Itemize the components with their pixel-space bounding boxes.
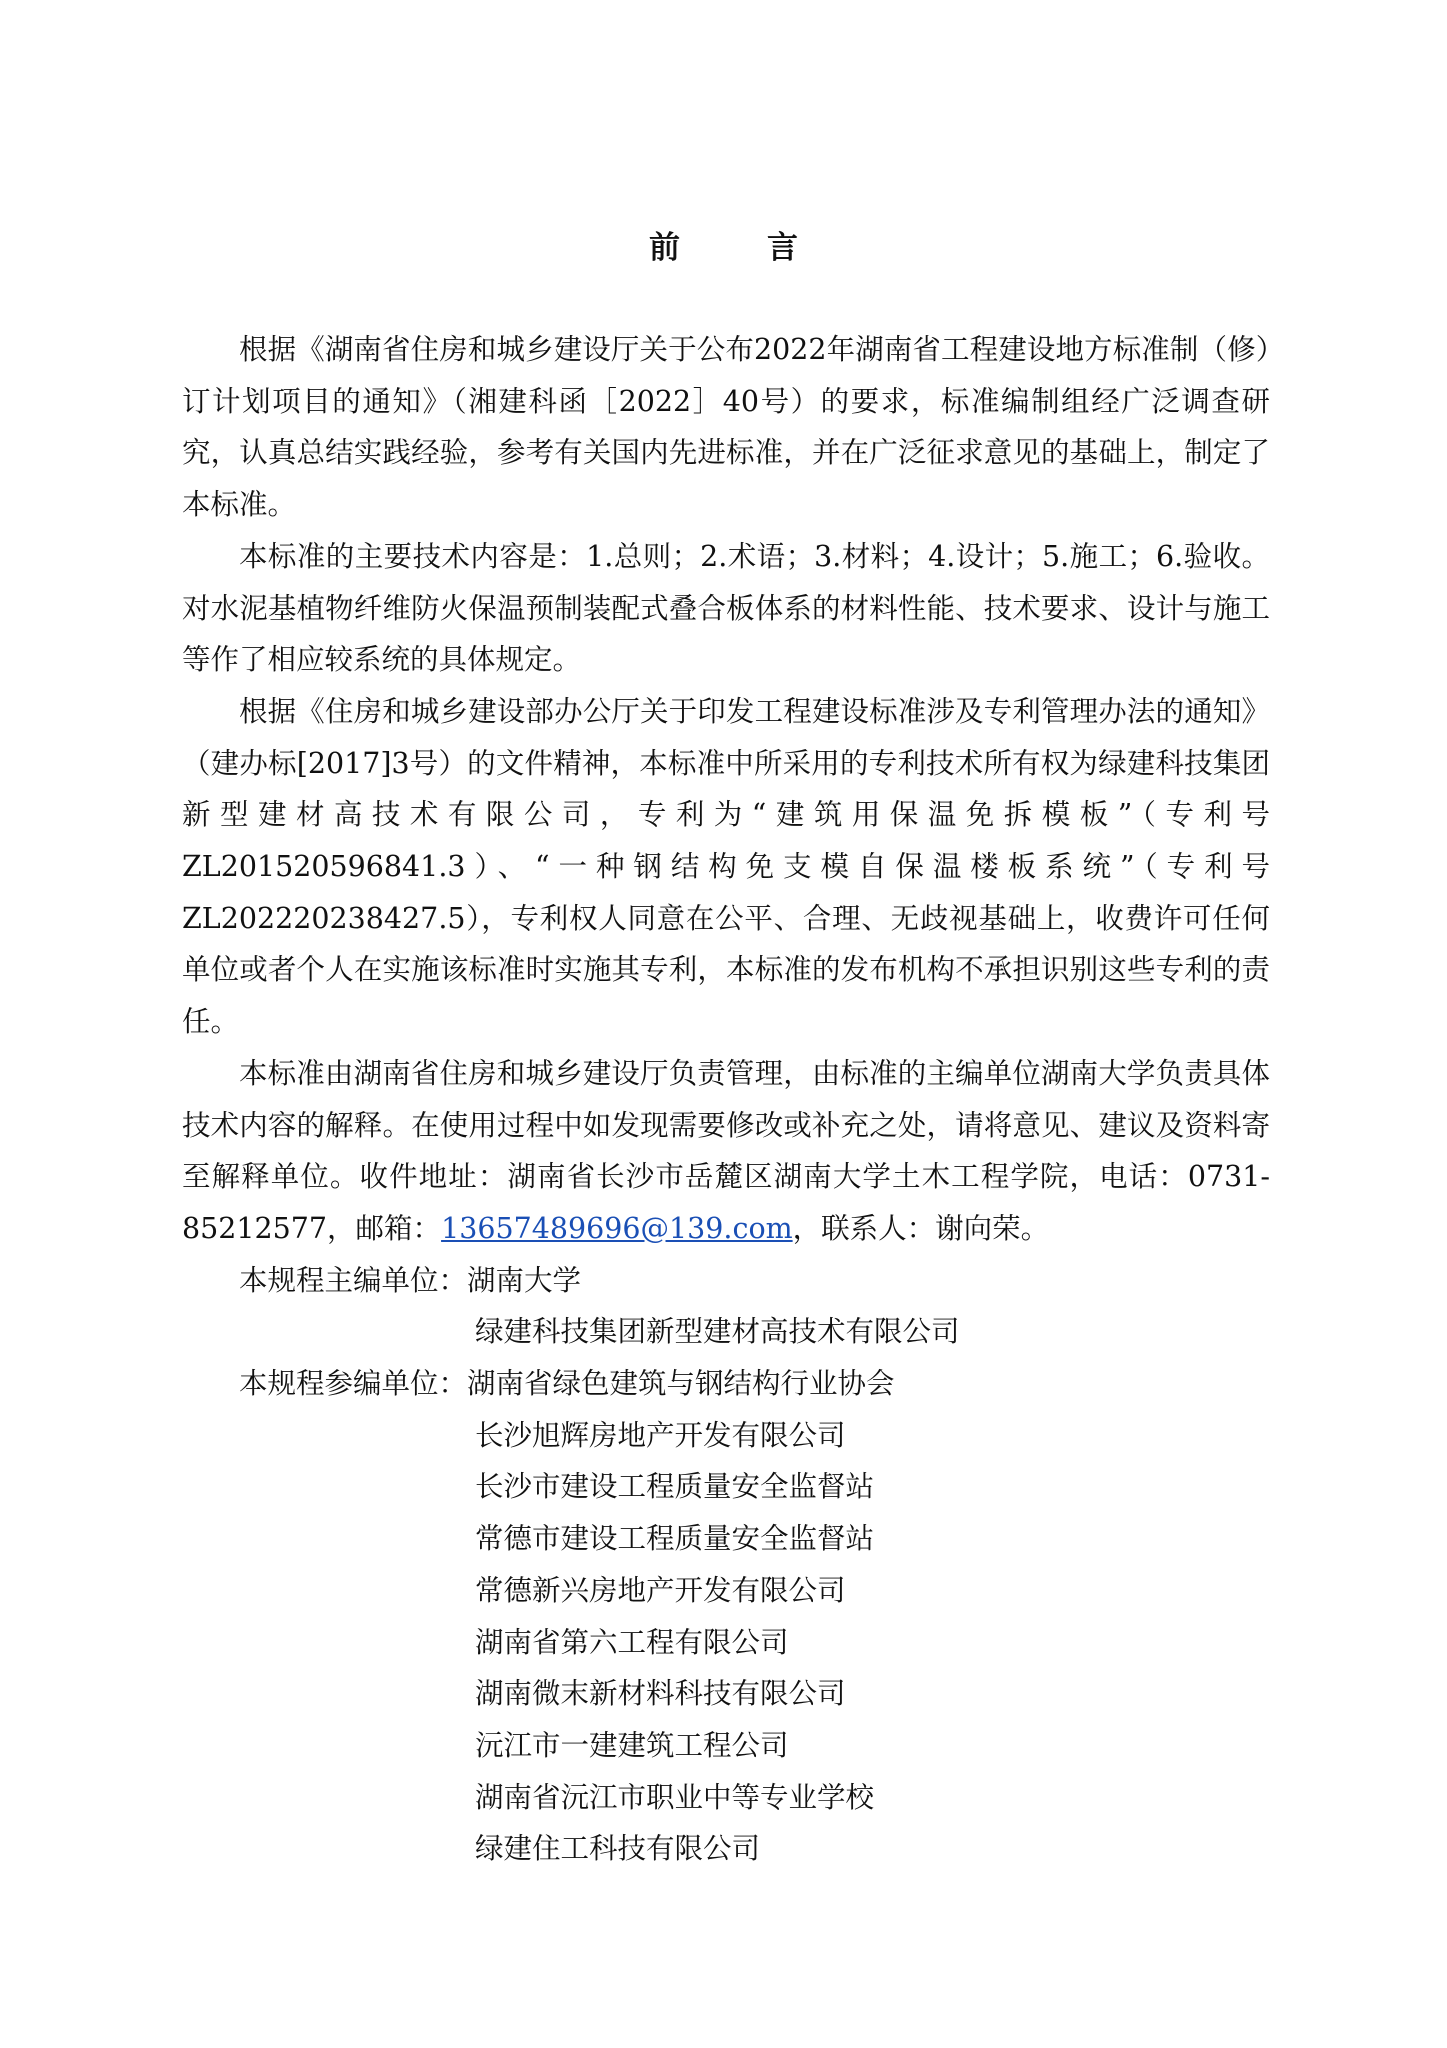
chief-unit-item: 绿建科技集团新型建材高技术有限公司 bbox=[475, 1315, 960, 1349]
participating-unit-row bbox=[182, 1358, 1270, 1410]
participating-unit-item: 常德市建设工程质量安全监督站 bbox=[475, 1522, 875, 1556]
page-title: 前 言 bbox=[649, 230, 826, 266]
participating-unit-item: 湖南微末新材料科技有限公司 bbox=[475, 1677, 846, 1711]
chief-unit-item: 湖南大学 bbox=[467, 1263, 582, 1297]
management-text: 本标准由湖南省住房和城乡建设厅负责管理，由标准的主编单位湖南大学负责具体技术内容的解释。在使用过程中如发现需要修改或补充之处，请将意见、建议及资料寄至解释单位。收件地址：湖南省长沙市岳麓区湖南大学土木工程学院，电话：0731-85212577，邮箱： bbox=[182, 1056, 1270, 1245]
paragraph-technical-content: 本标准的主要技术内容是：1.总则；2.术语；3.材料；4.设计；5.施工；6.验收。对水泥基植物纤维防火保温预制装配式叠合板体系的材料性能、技术要求、设计与施工等作了相应较系统的具体规定。 bbox=[182, 539, 1270, 677]
paragraph-plan-notice: 根据《湖南省住房和城乡建设厅关于公布2022年湖南省工程建设地方标准制（修）订计划项目的通知》（湘建科函［2022］40号）的要求，标准编制组经广泛调查研究，认真总结实践经验，参考有关国内先进标准，并在广泛征求意见的基础上，制定了本标准。 bbox=[182, 333, 1270, 522]
participating-unit-item: 沅江市一建建筑工程公司 bbox=[475, 1728, 789, 1762]
preface-body bbox=[182, 324, 1270, 1875]
paragraph-management bbox=[182, 1048, 1270, 1255]
participating-unit-label: 本规程参编单位： bbox=[239, 1367, 468, 1401]
participating-unit-item: 长沙旭辉房地产开发有限公司 bbox=[475, 1418, 846, 1452]
participating-unit-item: 湖南省沅江市职业中等专业学校 bbox=[475, 1780, 875, 1814]
paragraph-patent: 根据《住房和城乡建设部办公厅关于印发工程建设标准涉及专利管理办法的通知》（建办标[2017]3号）的文件精神，本标准中所采用的专利技术所有权为绿建科技集团新型建材高技术有限公司，专利为“建筑用保温免拆模板”（专利号ZL201520596841.3）、“一种钢结构免支模自保温楼板系统”（专利号ZL202220238427.5），专利权人同意在公平、合理、无歧视基础上，收费许可任何单位或者个人在实施该标准时实施其专利，本标准的发布机构不承担识别这些专利的责任。 bbox=[182, 694, 1270, 1039]
participating-unit-item: 常德新兴房地产开发有限公司 bbox=[475, 1573, 846, 1607]
participating-unit-item: 长沙市建设工程质量安全监督站 bbox=[475, 1470, 875, 1504]
chief-unit-label: 本规程主编单位： bbox=[239, 1263, 468, 1297]
email-link[interactable]: 13657489696@139.com bbox=[441, 1211, 793, 1245]
participating-unit-item: 湖南省绿色建筑与钢结构行业协会 bbox=[467, 1367, 895, 1401]
contact-text: ，联系人：谢向荣。 bbox=[792, 1211, 1050, 1245]
participating-unit-item: 绿建住工科技有限公司 bbox=[475, 1832, 761, 1866]
participating-unit-item: 湖南省第六工程有限公司 bbox=[475, 1625, 789, 1659]
chief-unit-row bbox=[182, 1255, 1270, 1307]
